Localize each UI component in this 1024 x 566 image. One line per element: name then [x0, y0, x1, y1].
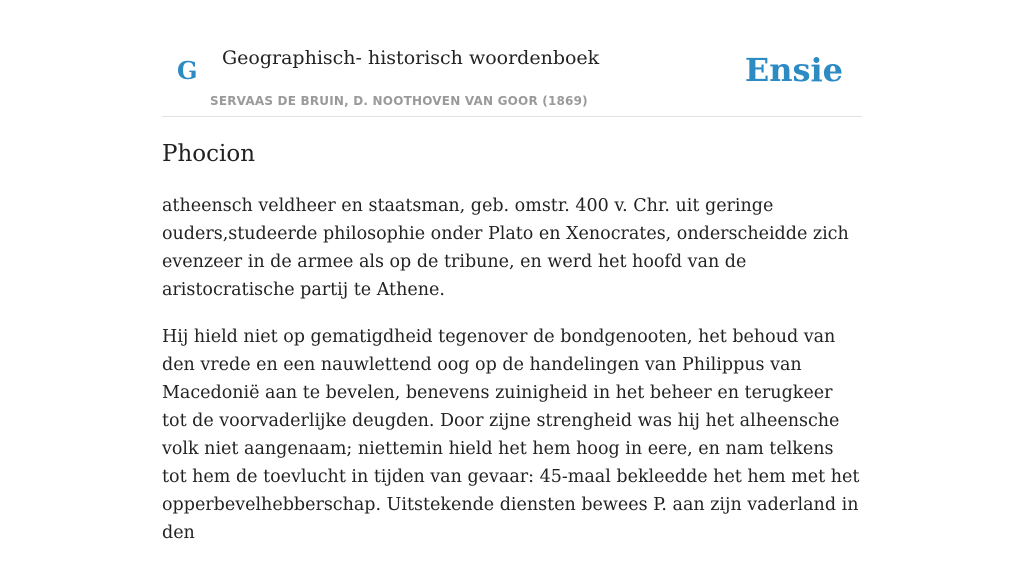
book-header — [162, 0, 862, 117]
book-authors: SERVAAS DE BRUIN, D. NOOTHOVEN VAN GOOR (1869) — [210, 94, 588, 108]
entry-paragraph: atheensch veldheer en staatsman, geb. omstr. 400 v. Chr. uit geringe ouders,studeerde philosophie onder Plato en Xenocrates, onderscheidde zich evenzeer in de armee als op de tribune, en werd het hoofd van de aristocratische partij te Athene. — [162, 196, 849, 300]
entry-title: Phocion — [162, 141, 256, 167]
ensie-logo-link[interactable]: Ensie — [744, 51, 843, 89]
book-letter-icon: G — [177, 56, 198, 85]
book-title-link[interactable]: Geographisch- historisch woordenboek — [222, 47, 600, 69]
entry-paragraph: Hij hield niet op gematigdheid tegenover de bondgenooten, het behoud van den vrede en een nauwlettend oog op de handelingen van Philippus van Macedonië aan te bevelen, benevens zuinigheid in het beheer en terugkeer tot de voorvaderlijke deugden. Door zijne strengheid was hij het alheensche volk niet aangenaam; niettemin hield het hem hoog in eere, en nam telkens tot hem de toevlucht in tijden van gevaar: 45-maal bekleedde het hem met het opperbevelhebberschap. Uitstekende diensten bewees P. aan zijn vaderland in den — [162, 327, 860, 543]
entry-body — [162, 192, 862, 566]
